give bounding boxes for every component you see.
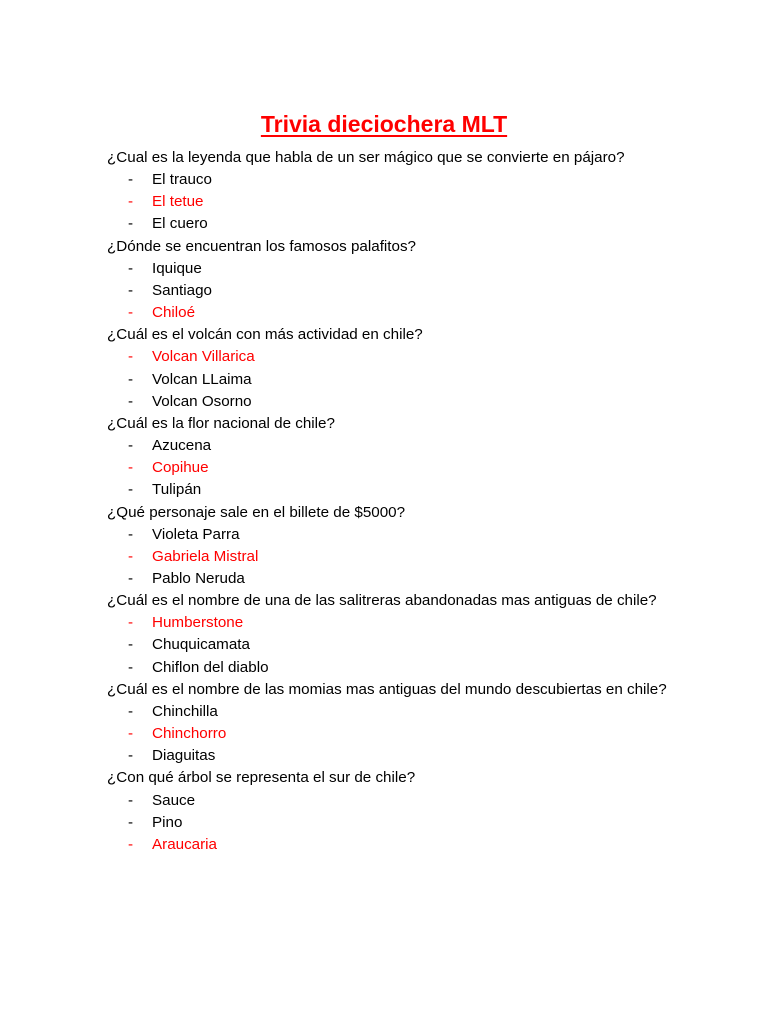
answer-text: El cuero <box>152 215 208 233</box>
question-block <box>107 236 667 325</box>
answer-text: Araucaria <box>152 835 217 853</box>
answer-option <box>107 657 667 679</box>
dash-bullet: - <box>128 569 134 587</box>
answer-text: Chiloé <box>152 304 196 322</box>
answer-text: El trauco <box>152 171 212 189</box>
question-block <box>107 679 667 768</box>
dash-bullet: - <box>128 459 134 477</box>
answer-options <box>107 346 667 412</box>
answer-text: Santiago <box>152 281 212 299</box>
answer-text: El tetue <box>152 193 204 211</box>
answer-text: Azucena <box>152 437 212 455</box>
dash-bullet: - <box>128 281 134 299</box>
dash-bullet: - <box>128 171 134 189</box>
answer-option-correct <box>107 346 667 368</box>
answer-option-correct <box>107 723 667 745</box>
dash-bullet: - <box>128 437 134 455</box>
answer-text: Gabriela Mistral <box>152 547 259 565</box>
answer-text: Chuquicamata <box>152 636 250 654</box>
answer-options <box>107 790 667 856</box>
answer-text: Sauce <box>152 791 196 809</box>
dash-bullet: - <box>128 658 134 676</box>
answer-option <box>107 701 667 723</box>
answer-text: Pablo Neruda <box>152 569 245 587</box>
answer-option <box>107 169 667 191</box>
dash-bullet: - <box>128 481 134 499</box>
answer-option-correct <box>107 191 667 213</box>
answer-option <box>107 812 667 834</box>
answer-option <box>107 479 667 501</box>
answer-text: Humberstone <box>152 614 244 632</box>
dash-bullet: - <box>128 702 134 720</box>
dash-bullet: - <box>128 725 134 743</box>
dash-bullet: - <box>128 835 134 853</box>
dash-bullet: - <box>128 348 134 366</box>
answer-options <box>107 612 667 678</box>
question-block <box>107 413 667 502</box>
answer-text: Volcan Villarica <box>152 348 255 366</box>
answer-option <box>107 745 667 767</box>
answer-text: Violeta Parra <box>152 525 240 543</box>
answer-options <box>107 258 667 324</box>
question-text: ¿Cuál es el volcán con más actividad en chile? <box>107 326 423 344</box>
question-text: ¿Cuál es el nombre de las momias mas antiguas del mundo descubiertas en chile? <box>107 680 667 698</box>
question-text: ¿Qué personaje sale en el billete de $5000? <box>107 503 406 521</box>
dash-bullet: - <box>128 370 134 388</box>
answer-option <box>107 280 667 302</box>
question-text: ¿Dónde se encuentran los famosos palafitos? <box>107 237 416 255</box>
answer-option <box>107 213 667 235</box>
answer-option <box>107 568 667 590</box>
answer-option <box>107 435 667 457</box>
dash-bullet: - <box>128 525 134 543</box>
answer-option-correct <box>107 302 667 324</box>
trivia-list <box>107 147 667 856</box>
answer-text: Volcan LLaima <box>152 370 252 388</box>
answer-text: Chinchilla <box>152 702 218 720</box>
answer-options <box>107 701 667 767</box>
question-block <box>107 324 667 413</box>
answer-options <box>107 169 667 235</box>
question-text: ¿Cuál es la flor nacional de chile? <box>107 414 335 432</box>
dash-bullet: - <box>128 636 134 654</box>
answer-option <box>107 634 667 656</box>
dash-bullet: - <box>128 215 134 233</box>
answer-options <box>107 435 667 501</box>
dash-bullet: - <box>128 193 134 211</box>
answer-text: Chinchorro <box>152 725 227 743</box>
answer-option-correct <box>107 457 667 479</box>
dash-bullet: - <box>128 614 134 632</box>
question-block <box>107 590 667 679</box>
dash-bullet: - <box>128 259 134 277</box>
question-block <box>107 147 667 236</box>
answer-text: Pino <box>152 813 183 831</box>
page-title: Trivia dieciochera MLT <box>260 111 508 138</box>
answer-option <box>107 790 667 812</box>
dash-bullet: - <box>128 392 134 410</box>
answer-option <box>107 258 667 280</box>
question-text: ¿Cuál es el nombre de una de las salitreras abandonadas mas antiguas de chile? <box>107 592 657 610</box>
answer-option-correct <box>107 834 667 856</box>
dash-bullet: - <box>128 747 134 765</box>
answer-text: Iquique <box>152 259 202 277</box>
question-block <box>107 502 667 591</box>
answer-option <box>107 369 667 391</box>
answer-text: Diaguitas <box>152 747 216 765</box>
answer-option-correct <box>107 612 667 634</box>
dash-bullet: - <box>128 547 134 565</box>
question-text: ¿Cual es la leyenda que habla de un ser mágico que se convierte en pájaro? <box>107 149 625 166</box>
dash-bullet: - <box>128 304 134 322</box>
answer-text: Chiflon del diablo <box>152 658 269 676</box>
answer-text: Tulipán <box>152 481 202 499</box>
answer-option <box>107 391 667 413</box>
answer-text: Copihue <box>152 459 209 477</box>
question-text: ¿Con qué árbol se representa el sur de chile? <box>107 769 416 787</box>
answer-option-correct <box>107 546 667 568</box>
answer-text: Volcan Osorno <box>152 392 252 410</box>
answer-option <box>107 524 667 546</box>
question-block <box>107 767 667 856</box>
answer-options <box>107 524 667 590</box>
dash-bullet: - <box>128 791 134 809</box>
dash-bullet: - <box>128 813 134 831</box>
